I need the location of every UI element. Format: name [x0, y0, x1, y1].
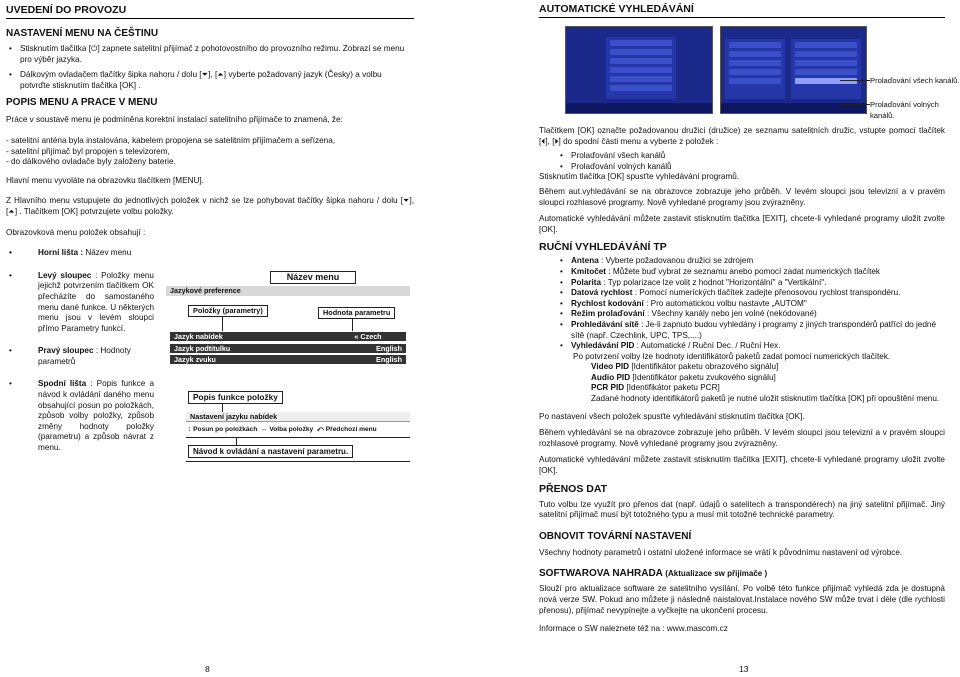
desc: : Můžete buď vybrat ze seznamu anebo pomocí zadat numerických tlačítek: [606, 266, 881, 276]
screen-row: [795, 42, 857, 48]
list-item: [6, 271, 154, 335]
intro-text: Práce v soustavě menu je podmíněna korektní instalací satelitního přijímače to znamená, že:: [6, 115, 343, 125]
desc: : Popis funkce a návod k ovládání daného menu obsahující posun po položkách, způsob volby položky, způsob změny hodnoty položky (parametru) a způsob návrat z menu.: [38, 379, 154, 453]
desc: : Je-li zapnuto budou vyhledány i programy z jiných transpondérů patřící do jedné sítě (např. Czechlink, UPC, TPS,....): [571, 319, 937, 340]
screen-row: [610, 67, 672, 73]
row-value: [334, 332, 402, 341]
desc: [Identifikátor paketu obrazového signálu]: [629, 362, 779, 372]
sw-subtitle: (Aktualizace sw přijímače ): [665, 569, 768, 579]
callout-line: [840, 80, 870, 81]
screen-row: [610, 76, 672, 82]
connector: [222, 317, 223, 331]
list-item: • Dálkovým ovladačem tlačítky šipka nahoru / dolu [⏷], [⏶] vyberte požadovaný jazyk (Česky) a volbu potvrďte stisknutím tlačítka [OK] .: [6, 70, 414, 91]
row-label: Jazyk zvuku: [174, 355, 216, 364]
subheader: NASTAVENÍ MENU NA ČEŠTINU: [6, 28, 159, 39]
pid-row: [539, 383, 945, 394]
contains-text: Obrazovková menu položek obsahují :: [6, 227, 146, 237]
screen-row: [729, 51, 781, 57]
connector: [236, 437, 237, 445]
desc: : Hodnoty parametrů: [38, 346, 131, 366]
term: Polarita: [571, 277, 602, 287]
list-item: [557, 341, 945, 352]
hint-move: Posun po položkách: [193, 426, 258, 433]
sw-info: Informace o SW naleznete též na : www.mascom.cz: [539, 624, 728, 634]
screen-row: [610, 40, 672, 46]
connector: [222, 404, 223, 412]
row-value-text: Czech: [360, 332, 382, 341]
pid-row: [539, 362, 945, 373]
conditions: [6, 136, 414, 168]
list-item: • Prolaďování všech kanálů: [557, 151, 945, 162]
term: PCR PID: [591, 383, 625, 393]
right-body: [539, 126, 945, 641]
items-label: Položky (parametry): [188, 305, 268, 317]
screen-row: [729, 78, 781, 84]
divider: [186, 461, 410, 462]
menu-header-bar: Jazykové preference: [166, 286, 410, 296]
menu-diagram: [166, 271, 410, 487]
screen-row: [729, 60, 781, 66]
desc: : Položky menu jejichž potvrzením tlačítkem OK přecházíte do samostaného menu dané funkce. U některých menu jsou v levém sloupci přímo Parametry funkcí.: [38, 270, 154, 333]
callout-free: Prolaďování volných kanálů.: [870, 100, 939, 120]
list-item: [557, 267, 945, 278]
term: Pravý sloupec: [38, 346, 94, 356]
page-number: 13: [739, 664, 749, 674]
back-icon: ⤺: [316, 426, 324, 433]
reset-header: OBNOVIT TOVÁRNÍ NASTAVENÍ: [539, 530, 692, 542]
hint-prev: Předchozí menu: [325, 426, 377, 433]
list-item: [557, 288, 945, 299]
row-value: English: [376, 355, 402, 364]
main-menu-text: Hlavní menu vyvoláte na obrazovku tlačítkem [MENU].: [6, 175, 204, 185]
p3: Automatické vyhledávání můžete zastavit stisknutím tlačítka [EXIT], chcete-li vyhledané programy uložit zvolte [OK].: [539, 214, 945, 234]
desc: : Pro automatickou volbu nastavte „AUTOM": [643, 298, 807, 308]
callout-line: [840, 104, 870, 105]
term: Video PID: [591, 362, 630, 372]
screen-footer: [566, 103, 712, 113]
condition: - satelitní přijímač byl propojen s televizorem,: [6, 146, 170, 156]
sw-text: Slouží pro aktualizace software ze satelitního vysílání. Po volbě této funkce přijímač vyhledá zda je dostupná nová verze SW. Pokud ano můžete ji následně naistalovat.Instalace nového SW může trvat i déle (dle rychlosti přenosu), přijímač nevypínejte a vyčkejte na ukončení procesu.: [539, 584, 945, 615]
options-list: [539, 151, 945, 172]
row-label: Jazyk podtitulku: [174, 344, 231, 353]
sw-title: SOFTWAROVA NAHRADA: [539, 568, 663, 580]
pid-intro: Po potvrzení volby lze hodnoty identifikátorů paketů zadat pomocí numerických tlačítek.: [573, 351, 891, 361]
values-label: Hodnota parametru: [318, 307, 395, 319]
list-item: [557, 278, 945, 289]
screen-row: [729, 69, 781, 75]
data-header: PŘENOS DAT: [539, 482, 608, 495]
hint-bar: [188, 425, 410, 435]
screen-row: [795, 51, 857, 57]
desc: : Všechny kanály nebo jen volné (nekódované): [644, 309, 817, 319]
screen-panel: [791, 39, 861, 99]
reset-text: Všechny hodnoty parametrů i ostatní uložené informace se vrátí k původnímu nastavení od výrobce.: [539, 547, 903, 557]
divider: [186, 437, 410, 438]
condition: - do dálkového ovladače byly založeny baterie.: [6, 157, 176, 167]
page-title: UVEDENÍ DO PROVOZU: [6, 4, 414, 19]
list-item: [557, 320, 945, 341]
row-label: Jazyk nabídek: [174, 332, 223, 341]
p2: Během aut.vyhledávání se na obrazovce zobrazuje jeho průběh. V levém sloupci jsou televizní a v pravém sloupci rozhlasové programy. Nově vyhledané programy jsou zvýrazněny.: [539, 186, 945, 207]
screenshot-satellites: [720, 26, 867, 114]
term: Audio PID: [591, 372, 631, 382]
right-page: [539, 0, 945, 18]
term: Rychlost kodování: [571, 298, 644, 308]
intro-list: [6, 44, 414, 91]
screen-row: [610, 85, 672, 91]
screen-row-selected: [795, 78, 857, 84]
list-item: [557, 299, 945, 310]
connector: [352, 319, 353, 331]
term: Antena: [571, 256, 599, 266]
pid-row: [539, 373, 945, 384]
list-item: [557, 309, 945, 320]
term: Režim prolaďování: [571, 309, 645, 319]
term: Kmitočet: [571, 266, 607, 276]
screen-row: [610, 49, 672, 55]
screen-row: [729, 42, 781, 48]
term: Datová rychlost: [571, 288, 633, 298]
condition: - satelitní anténa byla instalována, kabelem propojena se satelitním přijímačem a seřízena,: [6, 135, 336, 145]
desc: Název menu: [85, 248, 132, 258]
leftright-icon: ↔: [260, 426, 268, 433]
desc: [Identifikátor paketu zvukového signálu]: [630, 372, 776, 382]
row-value: English: [376, 344, 402, 353]
desc: : Typ polarizace lze volit z hodnot "Horizontální" a "Vertikální".: [601, 277, 827, 287]
screen-panel: [725, 39, 785, 99]
list-item: • • Horní lišta : Název menu: [6, 248, 154, 259]
manual-list: [539, 256, 945, 351]
term: Horní lišta :: [38, 248, 84, 258]
screenshot-autosearch: [565, 26, 713, 114]
desc: : Automatické / Ruční Dec. / Ruční Hex.: [634, 341, 781, 351]
page-number: 8: [205, 664, 210, 674]
chevron-left-icon: «: [354, 332, 359, 341]
screen-row: [795, 69, 857, 75]
list-item: [557, 256, 945, 267]
p6: Automatické vyhledávání můžete zastavit stisknutím tlačítka [EXIT], chcete-li vyhledané programy uložit zvolte [OK].: [539, 455, 945, 476]
section-title: POPIS MENU A PRACE V MENU: [6, 97, 158, 109]
manual-header: RUČNÍ VYHLEDÁVÁNÍ TP: [539, 241, 667, 254]
pid-outro: Zadané hodnoty identifikátorů paketů je nutné uložit stisknutím tlačítka [OK] při opouštění menu.: [591, 394, 940, 404]
hint-select: Volba položky: [269, 426, 314, 433]
screen-row: [795, 60, 857, 66]
desc: [Identifikátor paketu PCR]: [624, 383, 720, 393]
function-label: Popis funkce položky: [188, 391, 283, 404]
list-item: • Stisknutím tlačítka [⏻] zapnete satelitní přijímač z pohotovostního do provozního režimu. Zobrazí se menu pro výběr jazyka.: [6, 44, 414, 65]
p4: Po nastavení všech položek spusťte vyhledávání stisknutím tlačítka [OK].: [539, 411, 805, 421]
p1: Tlačítkem [OK] označte požadovanou družici (družice) ze seznamu satelitních družic, vstupte pomocí tlačítek [⏴], [⏵] do spodní části menu a vyberte z položek :: [539, 126, 945, 146]
screen-panel: [606, 37, 676, 99]
data-text: Tuto volbu lze využít pro přenos dat (např. údajů o satelitech a transpondérech) na jiný satelitní přijímač. Jiný satelitní přijímač musí být totožného typu a musí mít totožné technické parametry.: [539, 499, 945, 520]
navigate-text: Z Hlavního menu vstupujete do jednotlivých položek v nichž se lze pohybovat tlačítky šipka nahoru / dolu [⏷], [⏶] . Tlačítkem [OK] potvrzujete volbu položky.: [6, 196, 414, 216]
sw-header: [539, 568, 945, 580]
callout-all: Prolaďování všech kanálů.: [870, 76, 960, 85]
updown-icon: ↕: [188, 426, 192, 433]
menu-name-label: Název menu: [270, 271, 356, 284]
screen-row: [610, 58, 672, 64]
page-title: AUTOMATICKÉ VYHLEDÁVÁNÍ: [539, 3, 945, 18]
desc: : Vyberte požadovanou družici se zdrojem: [598, 256, 754, 266]
desc: : Pomocí numerických tlačítek zadejte přenosovou rychlost transpondéru.: [632, 288, 901, 298]
term: Prohledávání sítě: [571, 319, 639, 329]
list-item: • Prolaďování volných kanálů: [557, 162, 945, 173]
term: Spodní lišta: [38, 379, 87, 389]
function-bar: Nastavení jazyku nabídek: [186, 412, 410, 422]
list-item: [6, 346, 154, 367]
control-label: Návod k ovládání a nastavení parametru.: [188, 445, 353, 458]
items-list: [6, 248, 154, 454]
term: Vyhledávání PID: [571, 341, 635, 351]
term: Levý sloupec: [38, 270, 92, 280]
list-item: [6, 379, 154, 453]
p1b: Stisknutím tlačítka [OK] spusťte vyhledávání programů.: [539, 172, 740, 182]
p5: Během vyhledávání se na obrazovce zobrazuje jeho průběh. V levém sloupci jsou televizní a v pravém sloupci rozhlasové programy. Nově vyhledané programy jsou zvýrazněny.: [539, 428, 945, 448]
